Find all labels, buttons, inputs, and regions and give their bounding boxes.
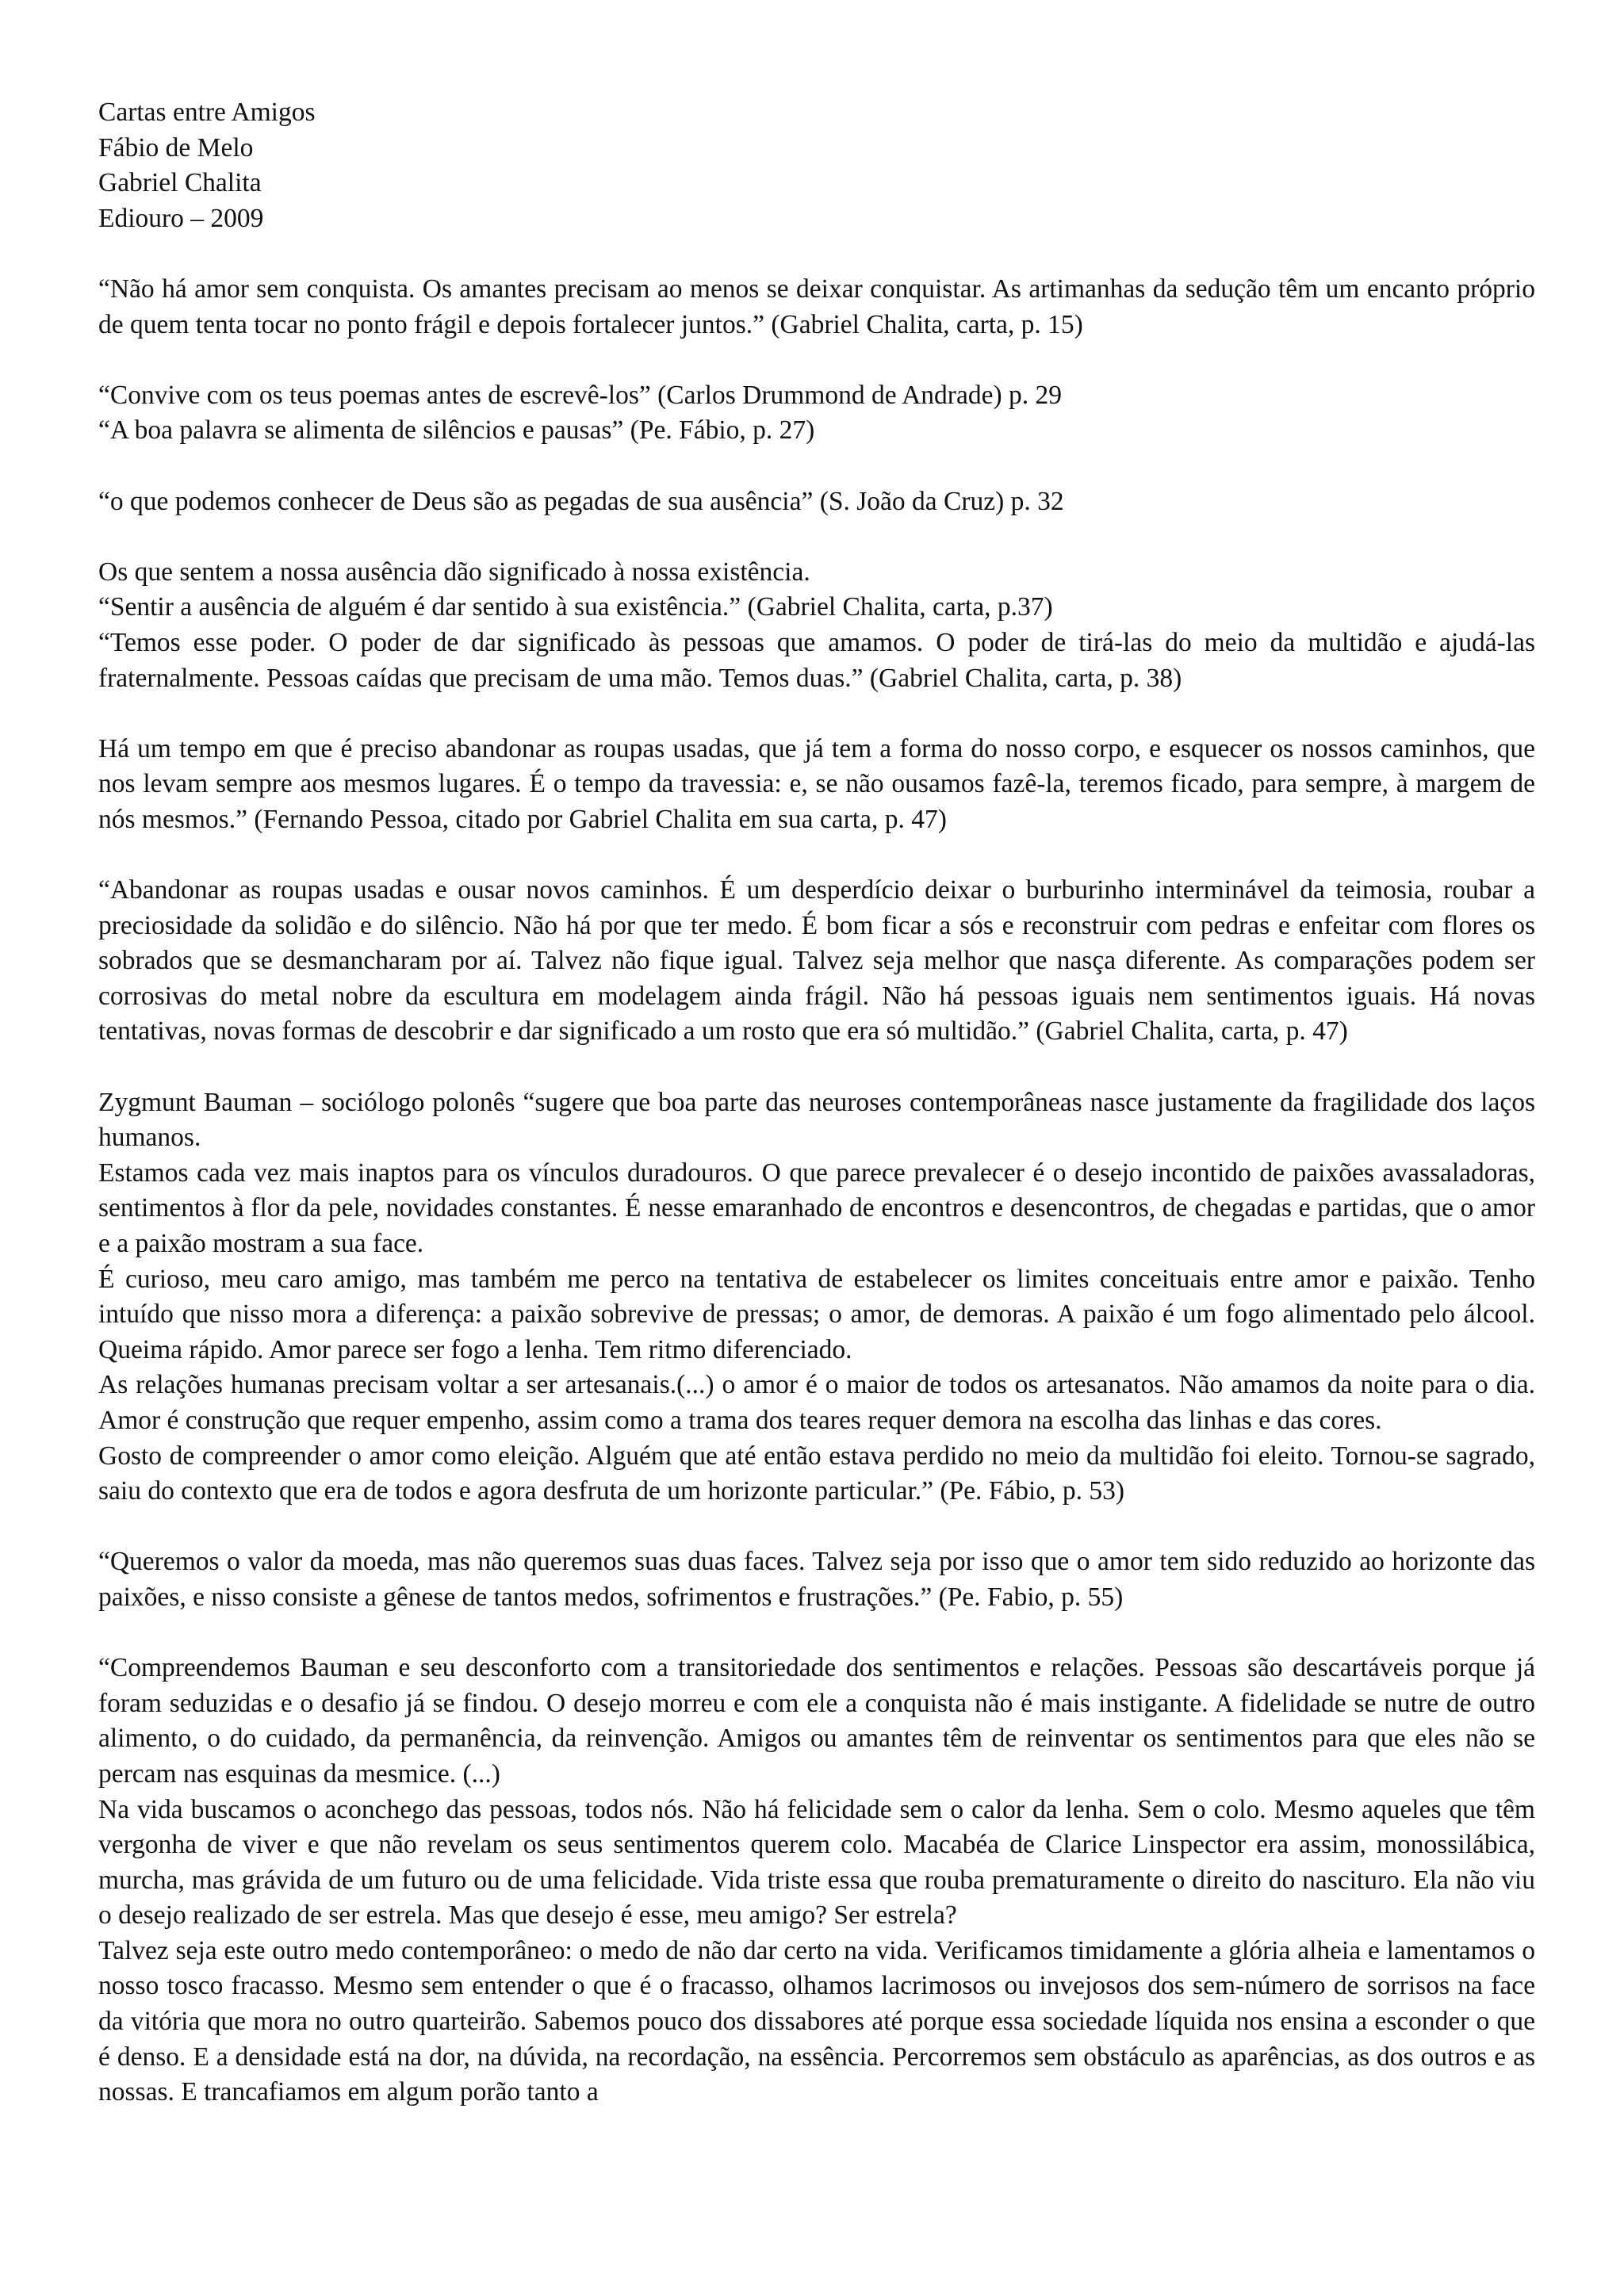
- paragraph-4b: “Sentir a ausência de alguém é dar sentido à sua existência.” (Gabriel Chalita, carta, p.37): [98, 592, 1053, 622]
- document-body: [98, 95, 1535, 2110]
- author-2: Gabriel Chalita: [98, 168, 262, 198]
- book-title: Cartas entre Amigos: [98, 98, 316, 127]
- paragraph-2b: “A boa palavra se alimenta de silêncios e pausas” (Pe. Fábio, p. 27): [98, 415, 815, 446]
- paragraph-4c: “Temos esse poder. O poder de dar significado às pessoas que amamos. O poder de tirá-las do meio da multidão e ajudá-las fraternalmente. Pessoas caídas que precisam de uma mão. Temos duas.” (Gabriel Chalita, carta, p. 38): [98, 627, 1535, 693]
- paragraph-7d: As relações humanas precisam voltar a ser artesanais.(...) o amor é o maior de todos os artesanatos. Não amamos da noite para o dia. Amor é construção que requer empenho, assim como a trama dos teares requer demora na escolha das linhas e das cores.: [98, 1370, 1535, 1435]
- paragraph-7a: Zygmunt Bauman – sociólogo polonês “sugere que boa parte das neuroses contemporâneas nasce justamente da fragilidade dos laços humanos.: [98, 1087, 1535, 1153]
- paragraph-9a: “Compreendemos Bauman e seu desconforto com a transitoriedade dos sentimentos e relações. Pessoas são descartáveis porque já foram seduzidas e o desafio já se findou. O desejo morreu e com ele a conquista não é mais instigante. A fidelidade se nutre de outro alimento, o do cuidado, da permanência, da reinvenção. Amigos ou amantes têm de reinventar os sentimentos para que eles não se percam nas esquinas da mesmice. (...): [98, 1653, 1535, 1789]
- paragraph-7c: É curioso, meu caro amigo, mas também me perco na tentativa de estabelecer os limites conceituais entre amor e paixão. Tenho intuído que nisso mora a diferença: a paixão sobrevive de pressas; o amor, de demoras. A paixão é um fogo alimentado pelo álcool. Queima rápido. Amor parece ser fogo a lenha. Tem ritmo diferenciado.: [98, 1264, 1535, 1364]
- paragraph-8: “Queremos o valor da moeda, mas não queremos suas duas faces. Talvez seja por isso que o amor tem sido reduzido ao horizonte das paixões, e nisso consiste a gênese de tantos medos, sofrimentos e frustrações.” (Pe. Fabio, p. 55): [98, 1547, 1535, 1612]
- paragraph-group-9: [98, 1651, 1535, 2110]
- paragraph-9b: Na vida buscamos o aconchego das pessoas, todos nós. Não há felicidade sem o calor da lenha. Sem o colo. Mesmo aqueles que têm vergonha de viver e que não revelam os seus sentimentos querem colo. Macabéa de Clarice Linspector era assim, monossilábica, murcha, mas grávida de um futuro ou de uma felicidade. Vida triste essa que rouba prematuramente o direito do nascituro. Ela não viu o desejo realizado de ser estrela. Mas que desejo é esse, meu amigo? Ser estrela?: [98, 1794, 1535, 1931]
- paragraph-group-4: [98, 555, 1535, 696]
- paragraph-7b: Estamos cada vez mais inaptos para os vínculos duradouros. O que parece prevalecer é o desejo incontido de paixões avassaladoras, sentimentos à flor da pele, novidades constantes. É nesse emaranhado de encontros e desencontros, de chegadas e partidas, que o amor e a paixão mostram a sua face.: [98, 1158, 1535, 1258]
- paragraph-6: “Abandonar as roupas usadas e ousar novos caminhos. É um desperdício deixar o burburinho interminável da teimosia, roubar a preciosidade da solidão e do silêncio. Não há por que ter medo. É bom ficar a sós e reconstruir com pedras e enfeitar com flores os sobrados que se desmancharam por aí. Talvez não fique igual. Talvez seja melhor que nasça diferente. As comparações podem ser corrosivas do metal nobre da escultura em modelagem ainda frágil. Não há pessoas iguais nem sentimentos iguais. Há novas tentativas, novas formas de descobrir e dar significado a um rosto que era só multidão.” (Gabriel Chalita, carta, p. 47): [98, 875, 1535, 1047]
- paragraph-2a: “Convive com os teus poemas antes de escrevê-los” (Carlos Drummond de Andrade) p. 29: [98, 380, 1062, 410]
- paragraph-5: Há um tempo em que é preciso abandonar as roupas usadas, que já tem a forma do nosso corpo, e esquecer os nossos caminhos, que nos levam sempre aos mesmos lugares. É o tempo da travessia: e, se não ousamos fazê-la, teremos ficado, para sempre, à margem de nós mesmos.” (Fernando Pessoa, citado por Gabriel Chalita em sua carta, p. 47): [98, 733, 1535, 834]
- paragraph-9c: Talvez seja este outro medo contemporâneo: o medo de não dar certo na vida. Verificamos timidamente a glória alheia e lamentamos o nosso tosco fracasso. Mesmo sem entender o que é o fracasso, olhamos lacrimosos ou invejosos dos sem-número de sorrisos na face da vitória que mora no outro quarteirão. Sabemos pouco dos dissabores até porque essa sociedade líquida nos ensina a esconder o que é denso. E a densidade está na dor, na dúvida, na recordação, na essência. Percorremos sem obstáculo as aparências, as dos outros e as nossas. E trancafiamos em algum porão tanto a: [98, 1935, 1535, 2107]
- paragraph-4a: Os que sentem a nossa ausência dão significado à nossa existência.: [98, 557, 810, 587]
- paragraph-group-7: [98, 1085, 1535, 1510]
- publisher-year: Ediouro – 2009: [98, 203, 264, 233]
- paragraph-7e: Gosto de compreender o amor como eleição. Alguém que até então estava perdido no meio da multidão foi eleito. Tornou-se sagrado, saiu do contexto que era de todos e agora desfruta de um horizonte particular.” (Pe. Fábio, p. 53): [98, 1441, 1535, 1506]
- book-header: [98, 95, 1535, 236]
- paragraph-3: “o que podemos conhecer de Deus são as pegadas de sua ausência” (S. João da Cruz) p. 32: [98, 486, 1064, 516]
- paragraph-group-2: [98, 378, 1535, 449]
- paragraph-1: “Não há amor sem conquista. Os amantes precisam ao menos se deixar conquistar. As artimanhas da sedução têm um encanto próprio de quem tenta tocar no ponto frágil e depois fortalecer juntos.” (Gabriel Chalita, carta, p. 15): [98, 274, 1535, 339]
- author-1: Fábio de Melo: [98, 132, 254, 163]
